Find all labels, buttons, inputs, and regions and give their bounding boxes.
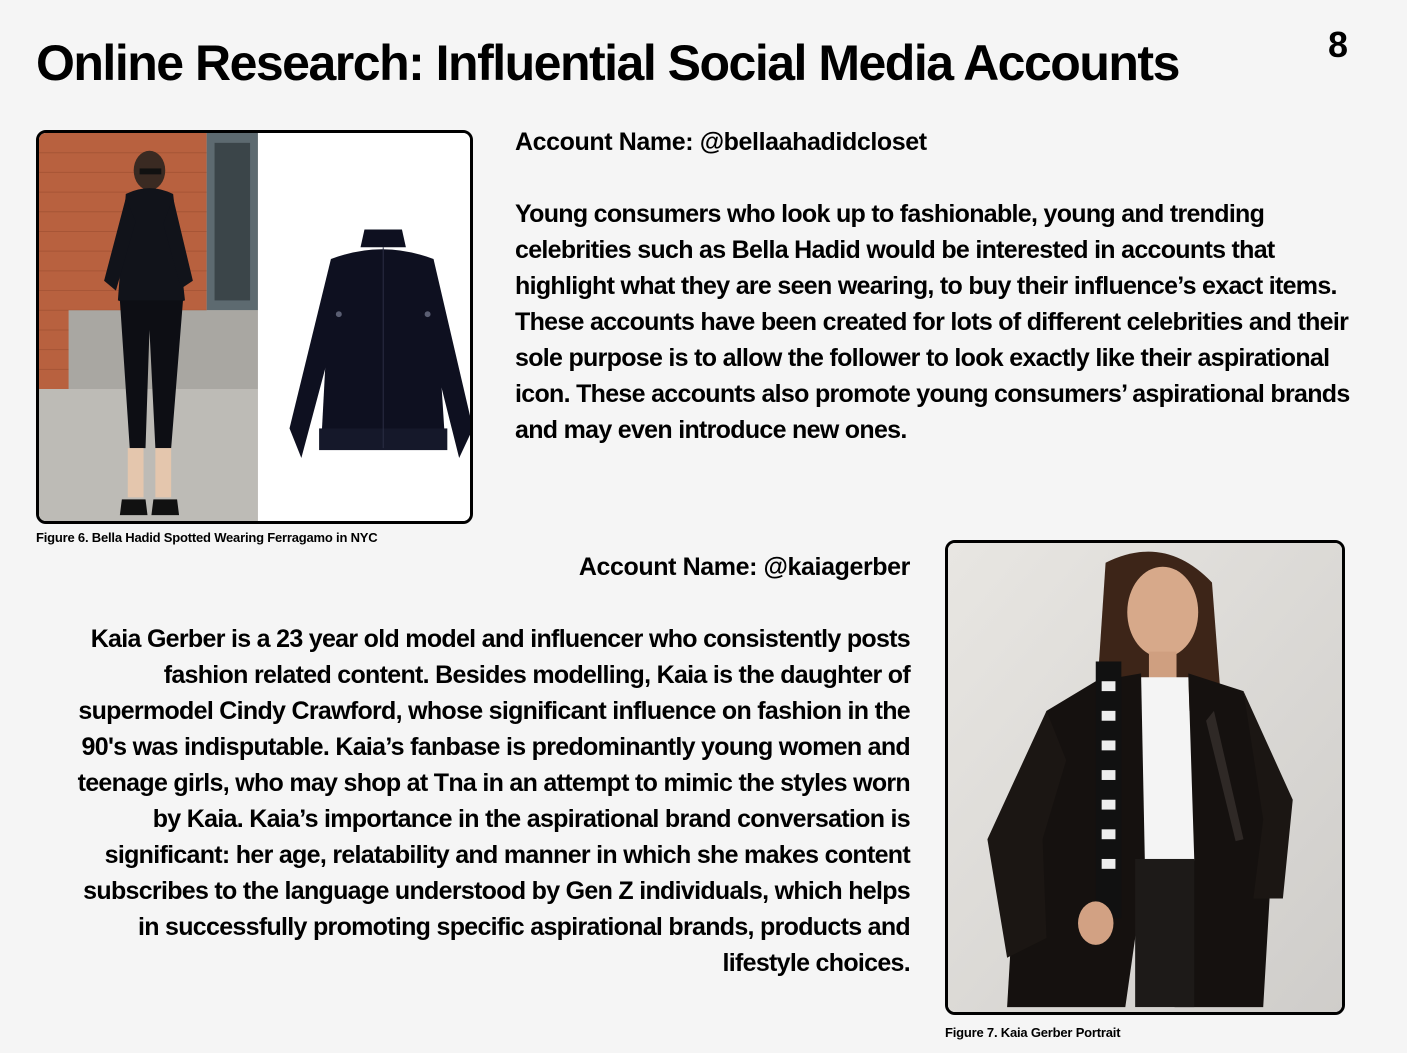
bella-hadid-photo-illustration [39, 133, 470, 521]
account-name-kaia: Account Name: @kaiagerber [578, 553, 910, 581]
figure-6-caption: Figure 6. Bella Hadid Spotted Wearing Ferragamo in NYC [36, 530, 378, 545]
kaia-gerber-portrait-illustration [948, 543, 1342, 1012]
page-number: 8 [1328, 24, 1349, 65]
figure-7-image [945, 540, 1345, 1015]
figure-7-caption: Figure 7. Kaia Gerber Portrait [945, 1025, 1121, 1040]
bella-account-description: Young consumers who look up to fashionable, young and trending celebrities such as Bella Hadid would be interested in accounts that highlight what they are seen wearing, to buy their influence’s exact items. These accounts have been created for lots of different celebrities and their sole purpose is to allow the follower to look exactly like their aspirational icon. These accounts also promote young consumers’ aspirational brands and may even introduce new ones. [515, 200, 1350, 444]
figure-6-image [36, 130, 473, 524]
account-name-bella: Account Name: @bellaahadidcloset [515, 128, 927, 156]
kaia-account-description: Kaia Gerber is a 23 year old model and influencer who consistently posts fashion related content. Besides modelling, Kaia is the daughter of supermodel Cindy Crawford, whose significant influence on fashion in the 90's was indisputable. Kaia’s fanbase is predominantly young women and teenage girls, who may shop at Tna in an attempt to mimic the styles worn by Kaia. Kaia’s importance in the aspirational brand conversation is significant: her age, relatability and manner in which she makes content subscribes to the language understood by Gen Z individuals, which helps in successfully promoting specific aspirational brands, products and lifestyle choices. [77, 625, 910, 977]
page-title: Online Research: Influential Social Media Accounts [36, 35, 1179, 91]
